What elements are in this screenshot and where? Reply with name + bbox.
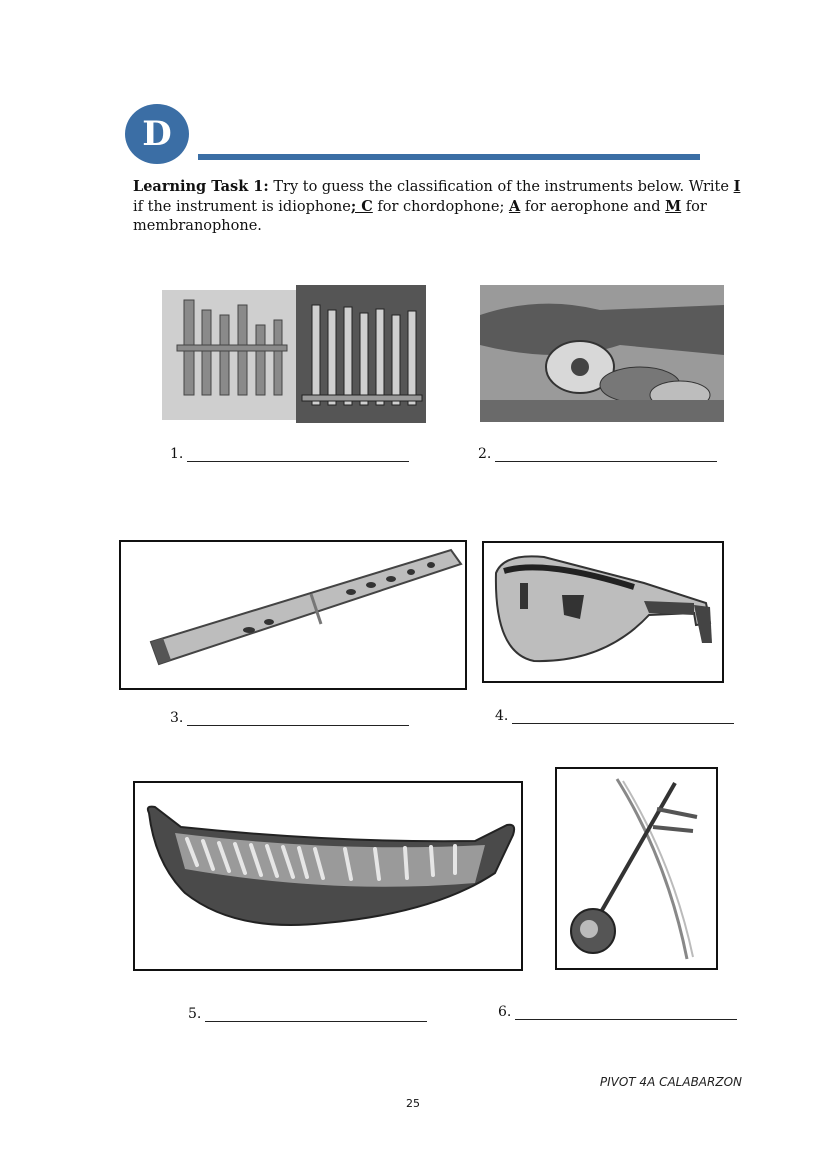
answer-line[interactable]	[515, 1005, 737, 1020]
answer-line[interactable]	[495, 447, 717, 462]
instrument-image-3	[119, 540, 467, 690]
task-instructions: Learning Task 1: Try to guess the classification of the instruments below. Write I if the instrument is idiophone; C for chordophone; A for aerophone and M for membranophone.	[133, 178, 741, 234]
instrument-image-2	[480, 285, 724, 422]
answer-blank-6[interactable]: 6.	[498, 1004, 737, 1020]
task-title: Learning Task 1:	[133, 178, 269, 195]
key-a: A	[508, 198, 521, 215]
footer-org: PIVOT 4A CALABARZON	[599, 1075, 742, 1089]
section-badge	[125, 104, 189, 164]
instrument-image-1	[162, 285, 426, 423]
answer-blank-2[interactable]: 2.	[478, 446, 717, 462]
key-c: ; C	[350, 198, 373, 215]
section-rule	[198, 154, 700, 160]
answer-blank-1[interactable]: 1.	[170, 446, 409, 462]
answer-line[interactable]	[187, 711, 409, 726]
answer-blank-4[interactable]: 4.	[495, 708, 734, 724]
instrument-image-5	[133, 781, 523, 971]
instrument-image-6	[555, 767, 718, 970]
answer-line[interactable]	[205, 1007, 427, 1022]
page-number: 25	[406, 1097, 420, 1110]
answer-blank-5[interactable]: 5.	[188, 1006, 427, 1022]
section-letter: D	[142, 114, 172, 154]
instrument-image-4	[482, 541, 724, 683]
key-m: M	[665, 198, 682, 215]
key-i: I	[733, 178, 741, 195]
answer-blank-3[interactable]: 3.	[170, 710, 409, 726]
answer-line[interactable]	[187, 447, 409, 462]
answer-line[interactable]	[512, 709, 734, 724]
